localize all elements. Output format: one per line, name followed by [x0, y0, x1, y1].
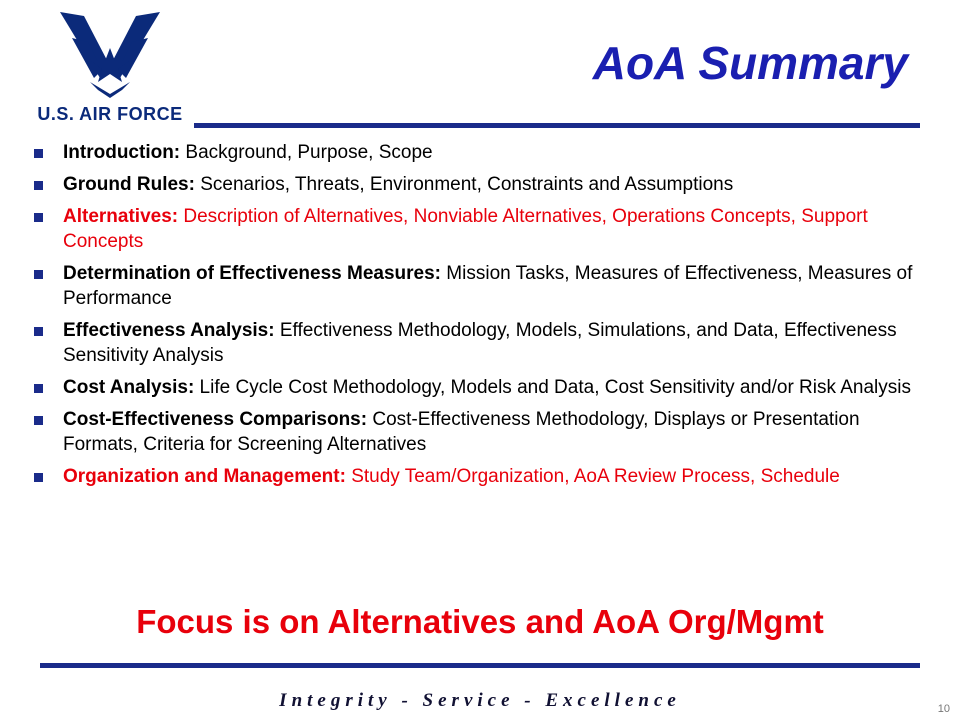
- bullet-square-icon: [34, 327, 43, 336]
- bullet-text: Mission Tasks, Measures of Effectiveness, Measures of Performance: [63, 263, 913, 309]
- bullet-square-icon: [34, 270, 43, 279]
- bullet-item: [34, 407, 920, 457]
- bullet-text: Description of Alternatives, Nonviable Alternatives, Operations Concepts, Support Concepts: [63, 206, 868, 252]
- bullet-label: Introduction:: [63, 142, 181, 163]
- bullet-text: Effectiveness Methodology, Models, Simulations, and Data, Effectiveness Sensitivity Analysis: [63, 320, 897, 366]
- page-number: 10: [937, 703, 950, 715]
- bullet-label: Effectiveness Analysis:: [63, 320, 275, 341]
- bullet-square-icon: [34, 213, 43, 222]
- bullet-item: [34, 261, 920, 311]
- bullet-square-icon: [34, 149, 43, 158]
- bullet-label: Cost-Effectiveness Comparisons:: [63, 409, 368, 430]
- bullet-label: Determination of Effectiveness Measures:: [63, 263, 442, 284]
- bullet-label: Cost Analysis:: [63, 377, 195, 398]
- bullet-square-icon: [34, 473, 43, 482]
- bullet-label: Alternatives:: [63, 206, 179, 227]
- footer-motto: Integrity - Service - Excellence: [279, 690, 681, 711]
- bullet-label: Organization and Management:: [63, 466, 346, 487]
- air-force-logo: [30, 8, 190, 126]
- bullet-text: Life Cycle Cost Methodology, Models and Data, Cost Sensitivity and/or Risk Analysis: [194, 377, 911, 398]
- logo-text: U.S. AIR FORCE: [37, 104, 183, 124]
- bullet-text: Scenarios, Threats, Environment, Constraints and Assumptions: [194, 174, 734, 195]
- bullet-list: [34, 140, 920, 489]
- bullet-square-icon: [34, 384, 43, 393]
- bottom-divider: [40, 663, 920, 668]
- bullet-item: [34, 172, 920, 197]
- slide-title: AoA Summary: [592, 37, 908, 89]
- bullet-text: Study Team/Organization, AoA Review Process, Schedule: [345, 466, 840, 487]
- bullet-square-icon: [34, 416, 43, 425]
- bullet-item: [34, 375, 920, 400]
- bullet-item: [34, 140, 920, 165]
- focus-statement: Focus is on Alternatives and AoA Org/Mgmt: [136, 603, 824, 640]
- bullet-square-icon: [34, 181, 43, 190]
- bullet-item: [34, 318, 920, 368]
- bullet-text: Background, Purpose, Scope: [180, 142, 433, 163]
- bullet-label: Ground Rules:: [63, 174, 195, 195]
- bullet-item: [34, 464, 920, 489]
- bullet-text: Cost-Effectiveness Methodology, Displays or Presentation Formats, Criteria for Screening Alternatives: [63, 409, 860, 455]
- air-force-wings-icon: [58, 8, 162, 100]
- bullet-item: [34, 204, 920, 254]
- top-divider: [194, 123, 920, 128]
